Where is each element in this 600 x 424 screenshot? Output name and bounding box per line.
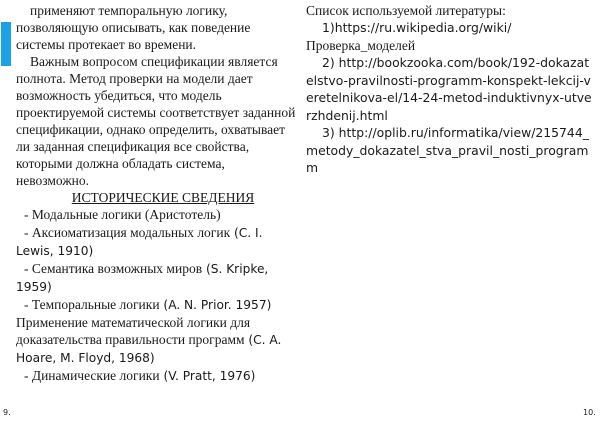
page-number-right: 10. xyxy=(583,408,596,417)
history-item: - Аксиоматизация модальных логик (C. I. Lewis, 1910) xyxy=(16,225,263,258)
history-item: Применение математической логики для доказательства правильности программ (C. A. Hoare, M. Floyd, 1968) xyxy=(16,315,282,365)
reference-item: 3) http://oplib.ru/informatika/view/215744_metody_dokazatel_stva_pravil_nosti_programm xyxy=(306,125,589,175)
left-column xyxy=(16,2,298,385)
history-item: - Динамические логики (V. Pratt, 1976) xyxy=(24,368,256,383)
accent-bar xyxy=(1,22,11,66)
history-item: - Модальные логики (Аристотель) xyxy=(24,207,221,222)
references-title: Список используемой литературы: xyxy=(306,3,506,18)
reference-link[interactable]: http://bookzooka.com/book/192-dokazatelstvo-pravilnosti-programm-konspekt-lekcij-veretelnikova-el/14-24-metod-induktivnyx-utverzhdenij.html xyxy=(306,55,592,123)
reference-item: 1)https://ru.wikipedia.org/wiki/ Проверка_моделей xyxy=(306,20,512,53)
reference-link[interactable]: https://ru.wikipedia.org/wiki/ xyxy=(334,20,512,35)
page-number-left: 9. xyxy=(3,408,11,417)
reference-link[interactable]: http://oplib.ru/informatika/view/215744_metody_dokazatel_stva_pravil_nosti_programm xyxy=(306,125,589,175)
specification-paragraph: Важным вопросом спецификации является полнота. Метод проверки на модели дает возможность убедиться, что модель проектируемой системы соответствует заданной спецификации, однако определить, охватывает ли заданная спецификация все свойства, которыми должна обладать система, невозможно. xyxy=(16,54,296,188)
intro-paragraph: применяют темпоральную логику, позволяющую описывать, как поведение системы протекает во времени. xyxy=(16,3,251,52)
reference-item: 2) http://bookzooka.com/book/192-dokazatelstvo-pravilnosti-programm-konspekt-lekcij-veretelnikova-el/14-24-metod-induktivnyx-utverzhdenij.html xyxy=(306,55,592,123)
history-item: - Семантика возможных миров (S. Kripke, 1959) xyxy=(16,261,269,294)
section-heading: ИСТОРИЧЕСКИЕ СВЕДЕНИЯ xyxy=(71,190,255,205)
history-item: - Темпоральные логики (A. N. Prior. 1957) xyxy=(24,297,272,312)
right-column xyxy=(306,2,594,177)
